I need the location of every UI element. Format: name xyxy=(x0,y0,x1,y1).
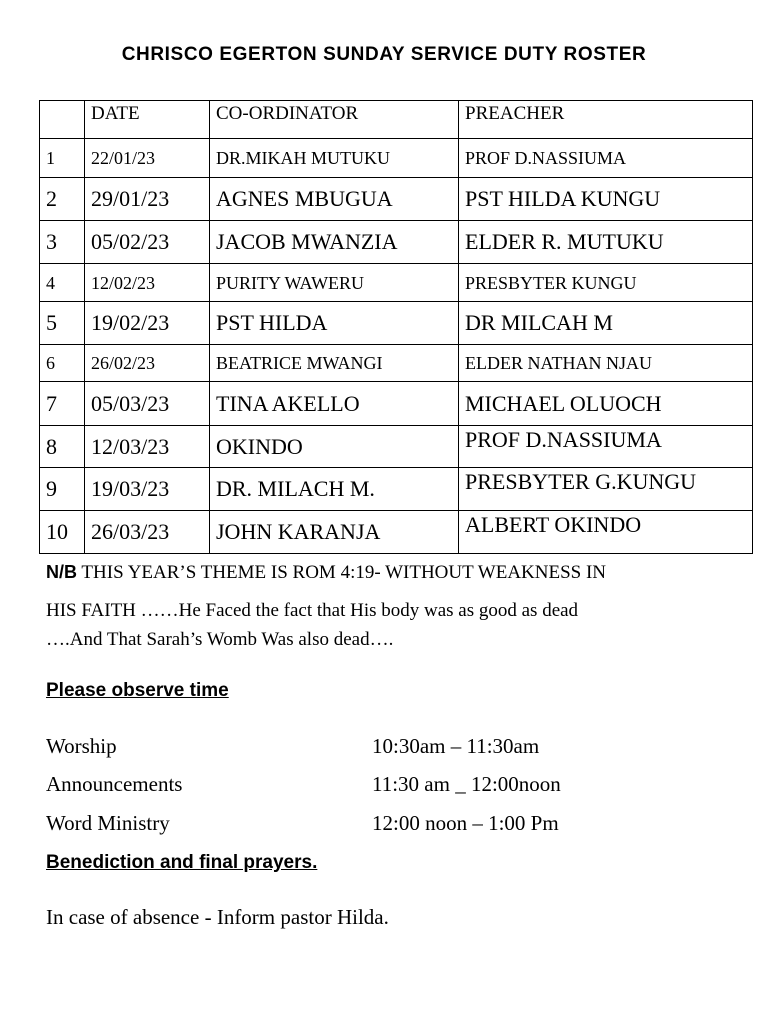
row-coordinator: BEATRICE MWANGI xyxy=(210,345,459,382)
row-date: 19/03/23 xyxy=(85,468,210,511)
row-coordinator: JOHN KARANJA xyxy=(210,511,459,554)
row-date: 12/03/23 xyxy=(85,426,210,468)
row-number: 7 xyxy=(40,382,85,426)
row-coordinator: DR.MIKAH MUTUKU xyxy=(210,139,459,178)
schedule-time: 10:30am – 11:30am xyxy=(372,734,540,758)
schedule-label: Worship xyxy=(46,734,117,758)
row-number: 10 xyxy=(40,511,85,554)
schedule-time: 12:00 noon – 1:00 Pm xyxy=(372,811,559,835)
header-preacher: PREACHER xyxy=(459,101,753,139)
schedule-label: Word Ministry xyxy=(46,811,170,835)
theme-line-2: HIS FAITH ……He Faced the fact that His body was as good as dead xyxy=(46,600,579,621)
observe-time-heading: Please observe time xyxy=(46,680,229,701)
row-number: 4 xyxy=(40,264,85,302)
header-date: DATE xyxy=(85,101,210,139)
table-row xyxy=(40,468,753,511)
row-preacher: MICHAEL OLUOCH xyxy=(459,382,753,426)
row-date: 05/02/23 xyxy=(85,221,210,264)
schedule-label: Announcements xyxy=(46,772,183,796)
row-date: 26/02/23 xyxy=(85,345,210,382)
row-date: 29/01/23 xyxy=(85,178,210,221)
row-date: 12/02/23 xyxy=(85,264,210,302)
row-coordinator: JACOB MWANZIA xyxy=(210,221,459,264)
table-row xyxy=(40,345,753,382)
row-preacher: ELDER R. MUTUKU xyxy=(459,221,753,264)
row-date: 22/01/23 xyxy=(85,139,210,178)
nb-label: N/B xyxy=(46,562,77,582)
row-preacher: PST HILDA KUNGU xyxy=(459,178,753,221)
row-coordinator: OKINDO xyxy=(210,426,459,468)
duty-roster-table xyxy=(39,100,753,554)
row-number: 5 xyxy=(40,302,85,345)
table-row xyxy=(40,382,753,426)
benediction-heading: Benediction and final prayers. xyxy=(46,852,318,873)
table-row xyxy=(40,426,753,468)
schedule-time: 11:30 am _ 12:00noon xyxy=(372,772,561,796)
row-number: 6 xyxy=(40,345,85,382)
row-coordinator: DR. MILACH M. xyxy=(210,468,459,511)
theme-line-3: ….And That Sarah’s Womb Was also dead…. xyxy=(46,629,394,650)
row-number: 2 xyxy=(40,178,85,221)
table-row xyxy=(40,139,753,178)
row-coordinator: PST HILDA xyxy=(210,302,459,345)
theme-line-1: THIS YEAR’S THEME IS ROM 4:19- WITHOUT WEAKNESS IN xyxy=(81,562,607,583)
row-preacher: PRESBYTER G.KUNGU xyxy=(459,468,753,511)
row-preacher: ELDER NATHAN NJAU xyxy=(459,345,753,382)
row-preacher: PRESBYTER KUNGU xyxy=(459,264,753,302)
row-preacher: DR MILCAH M xyxy=(459,302,753,345)
table-row xyxy=(40,221,753,264)
row-preacher: PROF D.NASSIUMA xyxy=(459,426,753,468)
row-date: 19/02/23 xyxy=(85,302,210,345)
row-coordinator: PURITY WAWERU xyxy=(210,264,459,302)
row-number: 3 xyxy=(40,221,85,264)
header-coordinator: CO-ORDINATOR xyxy=(210,101,459,139)
header-number xyxy=(40,101,85,139)
row-number: 9 xyxy=(40,468,85,511)
table-row xyxy=(40,264,753,302)
roster-title: CHRISCO EGERTON SUNDAY SERVICE DUTY ROSTER xyxy=(121,44,647,65)
table-row xyxy=(40,178,753,221)
row-preacher: ALBERT OKINDO xyxy=(459,511,753,554)
table-header-row xyxy=(40,101,753,139)
theme-note xyxy=(46,553,726,630)
row-number: 1 xyxy=(40,139,85,178)
row-coordinator: TINA AKELLO xyxy=(210,382,459,426)
row-date: 05/03/23 xyxy=(85,382,210,426)
row-coordinator: AGNES MBUGUA xyxy=(210,178,459,221)
row-date: 26/03/23 xyxy=(85,511,210,554)
row-number: 8 xyxy=(40,426,85,468)
table-row xyxy=(40,302,753,345)
table-row xyxy=(40,511,753,554)
row-preacher: PROF D.NASSIUMA xyxy=(459,139,753,178)
absence-note: In case of absence - Inform pastor Hilda. xyxy=(46,905,389,929)
